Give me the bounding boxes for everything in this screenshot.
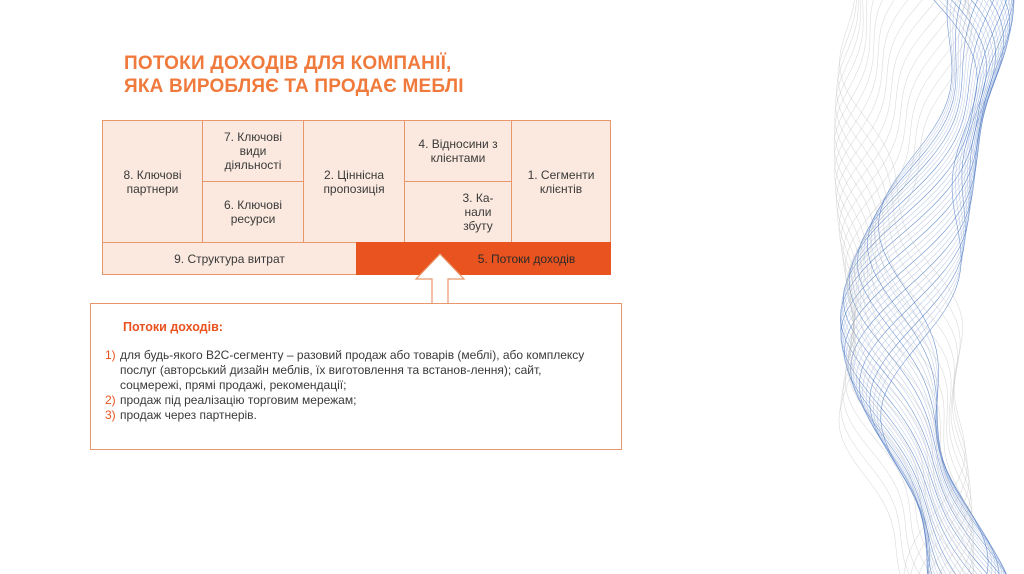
revenue-streams-label: 5. Потоки доходів bbox=[477, 251, 576, 266]
info-heading: Потоки доходів: bbox=[123, 320, 223, 334]
wave-line bbox=[847, 0, 1014, 574]
info-list-item bbox=[105, 348, 605, 393]
key-resources-label: 6. Ключові ресурси bbox=[223, 198, 283, 226]
revenue-streams-info-box bbox=[90, 303, 622, 450]
slide-title-line-2: ЯКА ВИРОБЛЯЄ ТА ПРОДАЄ МЕБЛІ bbox=[124, 76, 464, 97]
info-list-item bbox=[105, 393, 605, 408]
key-activities-label: 7. Ключові види діяльності bbox=[223, 130, 283, 172]
info-item-text: для будь-якого В2С-сегменту – разовий продаж або товарів (меблі), або комплексу послуг (авторський дизайн меблів, їх виготовлення та встанов-лення); сайт, соцмережі, прямі продажі, рекомендації; bbox=[120, 348, 585, 392]
decorative-wave-lines bbox=[784, 0, 1024, 574]
wave-line bbox=[879, 0, 989, 574]
cost-structure-label: 9. Структура витрат bbox=[174, 251, 285, 266]
value-proposition-label: 2. Ціннісна пропозиція bbox=[323, 167, 385, 196]
info-list-item bbox=[105, 408, 605, 423]
key-partners-label: 8. Ключові партнери bbox=[123, 167, 182, 196]
info-item-number: 2) bbox=[105, 393, 116, 407]
channels-label: 3. Ка-нали збуту bbox=[462, 191, 494, 233]
customer-segments-label: 1. Сегменти клієнтів bbox=[527, 167, 595, 196]
info-item-number: 1) bbox=[105, 348, 116, 362]
info-item-text: продаж через партнерів. bbox=[120, 408, 257, 422]
slide-title-line-1: ПОТОКИ ДОХОДІВ ДЛЯ КОМПАНІЇ, bbox=[124, 53, 452, 74]
info-item-number: 3) bbox=[105, 408, 116, 422]
info-item-text: продаж під реалізацію торговим мережам; bbox=[120, 393, 357, 407]
info-list bbox=[105, 348, 605, 423]
customer-relationships-label: 4. Відносини з клієнтами bbox=[418, 137, 498, 165]
